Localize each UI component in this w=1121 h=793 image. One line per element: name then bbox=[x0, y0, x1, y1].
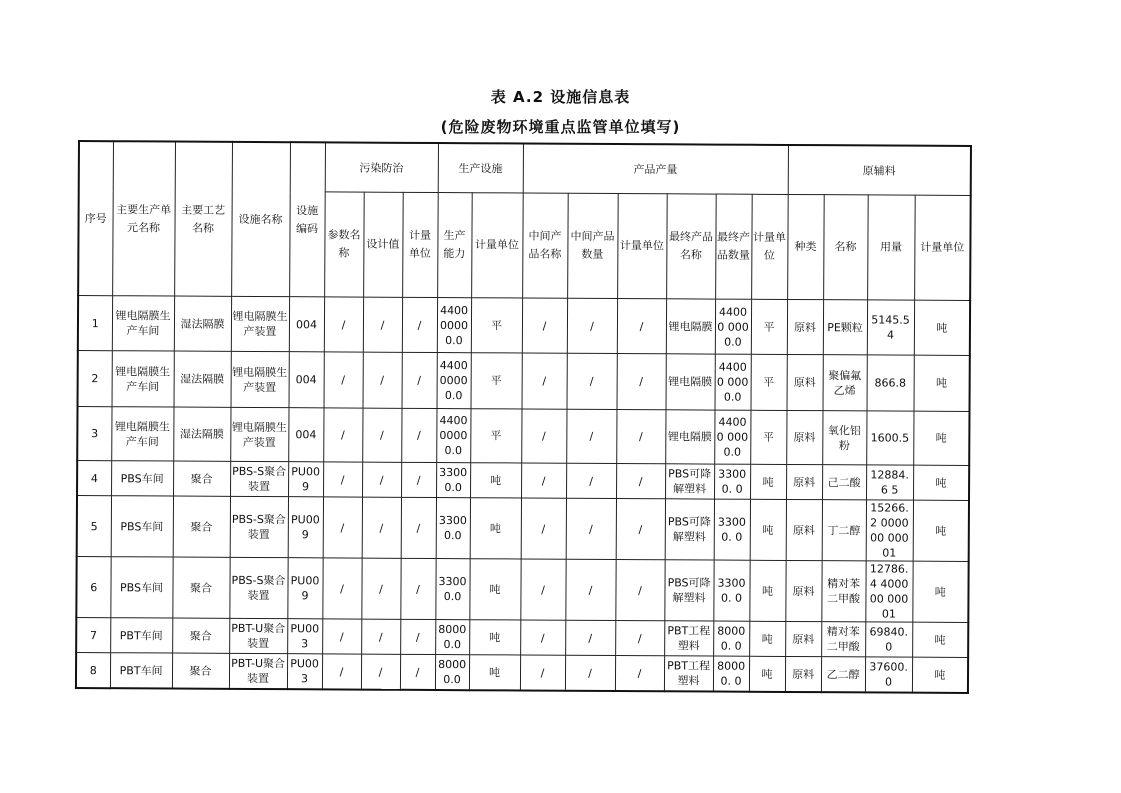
row-final-name: PBT工程塑料 bbox=[664, 621, 713, 656]
row-mid-unit: / bbox=[615, 621, 664, 656]
row-unit: PBS车间 bbox=[110, 557, 172, 618]
row-code: PU009 bbox=[287, 558, 322, 619]
row-facility: PBT-U聚合装置 bbox=[229, 653, 287, 689]
row-capacity: 44000000 0.0 bbox=[437, 298, 471, 353]
row-param: / bbox=[323, 462, 362, 497]
row-param: / bbox=[324, 352, 363, 408]
row-mid-name: / bbox=[520, 620, 565, 655]
row-seq: 2 bbox=[78, 351, 112, 407]
row-final-name: PBS可降解塑料 bbox=[664, 560, 713, 621]
row-mid-qty: / bbox=[566, 498, 616, 559]
row-mat-unit: 吨 bbox=[914, 300, 970, 355]
row-final-unit: 平 bbox=[751, 299, 787, 354]
row-capacity: 8000 0.0 bbox=[435, 655, 469, 691]
row-mat-type: 原料 bbox=[787, 354, 823, 410]
row-final-name: 锂电隔膜 bbox=[666, 354, 715, 410]
row-mid-unit: / bbox=[617, 299, 666, 354]
row-process: 湿法隔膜 bbox=[173, 407, 230, 461]
row-final-name: PBS可降解塑料 bbox=[665, 464, 714, 499]
row-mid-qty: / bbox=[565, 620, 615, 655]
row-param: / bbox=[322, 558, 361, 619]
row-capacity-unit: 吨 bbox=[469, 655, 520, 691]
row-capacity: 3300 0.0 bbox=[435, 559, 469, 620]
row-capacity-unit: 吨 bbox=[469, 620, 520, 655]
row-final-qty: 44000 0000.0 bbox=[715, 299, 751, 354]
row-mid-name: / bbox=[520, 559, 565, 620]
header-mid-unit: 计量单位 bbox=[617, 194, 667, 299]
row-mat-name: 丁二醇 bbox=[822, 500, 866, 561]
header-output: 产品产量 bbox=[523, 143, 788, 194]
row-mat-unit: 吨 bbox=[912, 622, 968, 657]
row-mat-name: 精对苯二甲酸 bbox=[821, 622, 865, 657]
row-unit: 锂电隔膜生产车间 bbox=[112, 296, 174, 351]
row-mid-name: / bbox=[520, 655, 565, 691]
row-final-qty: 33000. 0 bbox=[714, 499, 750, 560]
row-mat-type: 原料 bbox=[786, 410, 822, 464]
row-process: 湿法隔膜 bbox=[174, 351, 231, 407]
row-mat-unit: 吨 bbox=[912, 561, 968, 622]
row-final-unit: 吨 bbox=[750, 499, 786, 560]
row-code: 004 bbox=[289, 352, 324, 408]
row-capacity-unit: 平 bbox=[471, 298, 522, 353]
row-pollution-unit: / bbox=[400, 558, 435, 619]
row-seq: 8 bbox=[76, 652, 110, 688]
row-final-unit: 吨 bbox=[749, 656, 785, 692]
row-process: 聚合 bbox=[172, 557, 229, 618]
row-final-name: PBS可降解塑料 bbox=[665, 499, 714, 560]
row-process: 聚合 bbox=[173, 496, 230, 557]
row-design: / bbox=[362, 408, 401, 462]
table-row bbox=[77, 461, 969, 501]
row-mid-qty: / bbox=[566, 463, 616, 498]
row-mat-name: 乙二醇 bbox=[821, 657, 865, 693]
row-mid-unit: / bbox=[616, 499, 665, 560]
row-param: / bbox=[323, 408, 362, 462]
row-capacity-unit: 吨 bbox=[470, 498, 521, 559]
row-mid-unit: / bbox=[616, 464, 665, 499]
row-final-unit: 平 bbox=[750, 410, 786, 464]
row-mat-type: 原料 bbox=[787, 299, 823, 354]
row-code: PU009 bbox=[288, 462, 323, 497]
header-design-value: 设计值 bbox=[363, 192, 403, 297]
row-seq: 3 bbox=[77, 407, 111, 461]
header-materials: 原辅料 bbox=[788, 145, 971, 196]
row-process: 湿法隔膜 bbox=[174, 296, 231, 351]
row-final-name: PBT工程塑料 bbox=[664, 656, 713, 692]
row-facility: PBT-U聚合装置 bbox=[229, 618, 287, 653]
row-mid-unit: / bbox=[615, 560, 664, 621]
row-pollution-unit: / bbox=[401, 497, 436, 558]
row-seq: 4 bbox=[77, 461, 111, 496]
row-mat-type: 原料 bbox=[785, 560, 821, 621]
table-row bbox=[77, 407, 969, 466]
row-mat-unit: 吨 bbox=[913, 500, 969, 561]
header-unit: 主要生产单元名称 bbox=[112, 141, 175, 296]
row-mat-usage: 866.8 bbox=[867, 355, 914, 411]
header-param-name: 参数名称 bbox=[324, 192, 364, 297]
header-row-1 bbox=[79, 141, 971, 195]
table-row bbox=[77, 496, 969, 562]
header-final-qty: 最终产品数量 bbox=[715, 194, 752, 299]
row-final-qty: 33000. 0 bbox=[714, 464, 750, 499]
row-pollution-unit: / bbox=[400, 654, 435, 690]
facility-table-sheet bbox=[75, 140, 970, 691]
row-mat-usage: 5145.54 bbox=[867, 300, 914, 355]
row-facility: 锂电隔膜生产装置 bbox=[230, 407, 288, 461]
row-param: / bbox=[324, 297, 363, 352]
row-final-qty: 80000. 0 bbox=[713, 621, 749, 656]
header-capacity-unit: 计量单位 bbox=[471, 193, 523, 298]
row-pollution-unit: / bbox=[401, 462, 436, 497]
row-final-unit: 吨 bbox=[749, 621, 785, 656]
row-mid-name: / bbox=[522, 353, 567, 409]
header-mid-qty: 中间产品数量 bbox=[567, 193, 618, 298]
row-process: 聚合 bbox=[172, 653, 229, 689]
row-capacity: 8000 0.0 bbox=[435, 620, 469, 655]
row-final-unit: 吨 bbox=[749, 560, 785, 621]
row-unit: PBT车间 bbox=[110, 618, 172, 653]
row-design: / bbox=[361, 619, 400, 654]
row-seq: 1 bbox=[78, 296, 112, 351]
row-mat-unit: 吨 bbox=[912, 657, 968, 693]
row-mat-type: 原料 bbox=[785, 656, 821, 692]
row-param: / bbox=[322, 654, 361, 690]
row-design: / bbox=[363, 352, 402, 408]
header-final-name: 最终产品名称 bbox=[666, 194, 716, 299]
row-pollution-unit: / bbox=[401, 408, 436, 462]
document-title: 表 A.2 设施信息表 bbox=[490, 88, 631, 106]
row-unit: PBS车间 bbox=[111, 496, 173, 557]
row-mat-usage: 12884.6 5 bbox=[866, 465, 913, 500]
row-mid-unit: / bbox=[616, 410, 665, 464]
row-capacity-unit: 吨 bbox=[470, 463, 521, 498]
header-final-unit: 计量单位 bbox=[751, 194, 788, 299]
row-process: 聚合 bbox=[173, 461, 230, 496]
row-final-unit: 吨 bbox=[750, 464, 786, 499]
row-capacity: 44000000 0.0 bbox=[436, 409, 470, 463]
row-param: / bbox=[322, 619, 361, 654]
header-mat-unit: 计量单位 bbox=[914, 195, 971, 300]
header-production: 生产设施 bbox=[438, 143, 523, 193]
header-mat-usage: 用量 bbox=[867, 195, 915, 300]
row-mid-name: / bbox=[521, 463, 566, 498]
row-unit: 锂电隔膜生产车间 bbox=[111, 407, 173, 461]
row-unit: PBS车间 bbox=[111, 461, 173, 496]
header-mat-name: 名称 bbox=[823, 195, 868, 300]
table-row bbox=[76, 556, 968, 622]
row-facility: PBS-S聚合装置 bbox=[229, 557, 287, 618]
row-design: / bbox=[362, 497, 401, 558]
table-row bbox=[78, 296, 970, 356]
row-mat-usage: 37600.0 bbox=[865, 657, 912, 693]
row-mat-name: 氧化铝粉 bbox=[822, 411, 866, 465]
row-final-qty: 44000 0000.0 bbox=[715, 354, 751, 410]
row-mat-usage: 15266.2 000000 00001 bbox=[866, 500, 913, 561]
header-capacity: 生产能力 bbox=[437, 193, 472, 298]
table-row bbox=[76, 652, 968, 692]
table-row bbox=[76, 617, 968, 657]
row-final-qty: 80000. 0 bbox=[713, 656, 749, 692]
row-design: / bbox=[361, 558, 400, 619]
row-facility: PBS-S聚合装置 bbox=[230, 496, 288, 557]
row-mid-qty: / bbox=[565, 559, 615, 620]
row-code: PU003 bbox=[287, 619, 322, 654]
row-mat-unit: 吨 bbox=[913, 411, 969, 465]
row-capacity: 3300 0.0 bbox=[436, 498, 470, 559]
row-mid-qty: / bbox=[565, 655, 615, 691]
header-process: 主要工艺名称 bbox=[174, 142, 232, 297]
row-param: / bbox=[323, 497, 362, 558]
header-pollution: 污染防治 bbox=[325, 142, 438, 192]
header-code: 设施编码 bbox=[289, 142, 325, 297]
header-mat-type: 种类 bbox=[787, 194, 824, 299]
row-pollution-unit: / bbox=[402, 297, 437, 352]
table-row bbox=[78, 351, 970, 412]
row-mid-qty: / bbox=[567, 353, 617, 409]
row-facility: 锂电隔膜生产装置 bbox=[231, 351, 289, 407]
row-seq: 7 bbox=[76, 617, 110, 652]
row-code: PU003 bbox=[287, 654, 322, 690]
row-code: 004 bbox=[288, 408, 323, 462]
row-final-qty: 44000 0000.0 bbox=[714, 410, 750, 464]
row-mid-unit: / bbox=[617, 354, 666, 410]
row-final-name: 锂电隔膜 bbox=[666, 299, 715, 354]
row-mat-usage: 1600.5 bbox=[866, 411, 913, 465]
header-mid-name: 中间产品名称 bbox=[522, 193, 568, 298]
row-mid-unit: / bbox=[615, 656, 664, 692]
row-facility: PBS-S聚合装置 bbox=[230, 461, 288, 496]
row-capacity-unit: 吨 bbox=[469, 559, 520, 620]
row-capacity-unit: 平 bbox=[471, 353, 522, 409]
row-mid-name: / bbox=[521, 498, 566, 559]
table-body bbox=[76, 141, 971, 693]
row-unit: 锂电隔膜生产车间 bbox=[112, 351, 174, 407]
row-pollution-unit: / bbox=[402, 352, 437, 408]
row-mid-name: / bbox=[522, 298, 567, 353]
row-pollution-unit: / bbox=[400, 619, 435, 654]
row-code: PU009 bbox=[288, 497, 323, 558]
row-facility: 锂电隔膜生产装置 bbox=[231, 296, 289, 351]
row-mat-unit: 吨 bbox=[913, 465, 969, 500]
row-mid-qty: / bbox=[567, 298, 617, 353]
row-capacity: 3300 0.0 bbox=[436, 463, 470, 498]
row-final-name: 锂电隔膜 bbox=[665, 410, 714, 464]
header-pollution-unit: 计量单位 bbox=[402, 192, 438, 297]
row-mid-qty: / bbox=[566, 409, 616, 463]
row-capacity-unit: 平 bbox=[470, 409, 521, 463]
row-mat-name: PE颗粒 bbox=[823, 300, 867, 355]
row-seq: 6 bbox=[76, 556, 110, 617]
row-mat-name: 聚偏氟乙烯 bbox=[823, 355, 867, 411]
row-seq: 5 bbox=[77, 496, 111, 557]
header-seq: 序号 bbox=[78, 141, 113, 296]
row-mat-type: 原料 bbox=[785, 621, 821, 656]
row-final-qty: 33000. 0 bbox=[713, 560, 749, 621]
header-facility: 设施名称 bbox=[231, 142, 290, 297]
row-design: / bbox=[361, 654, 400, 690]
row-design: / bbox=[362, 462, 401, 497]
row-final-unit: 平 bbox=[751, 354, 787, 410]
row-mat-usage: 69840.0 bbox=[865, 622, 912, 657]
row-unit: PBT车间 bbox=[110, 653, 172, 689]
row-mat-name: 精对苯二甲酸 bbox=[821, 561, 865, 622]
row-mat-name: 己二酸 bbox=[822, 465, 866, 500]
row-mid-name: / bbox=[521, 409, 566, 463]
document-subtitle: (危险废物环境重点监管单位填写) bbox=[440, 118, 681, 136]
row-mat-type: 原料 bbox=[786, 499, 822, 560]
row-design: / bbox=[363, 297, 402, 352]
row-mat-type: 原料 bbox=[786, 464, 822, 499]
facility-info-table bbox=[75, 140, 972, 694]
row-mat-usage: 12786.4 400000 00001 bbox=[865, 561, 912, 622]
row-mat-unit: 吨 bbox=[914, 355, 970, 411]
row-code: 004 bbox=[289, 297, 324, 352]
row-process: 聚合 bbox=[172, 618, 229, 653]
row-capacity: 44000000 0.0 bbox=[437, 353, 471, 409]
